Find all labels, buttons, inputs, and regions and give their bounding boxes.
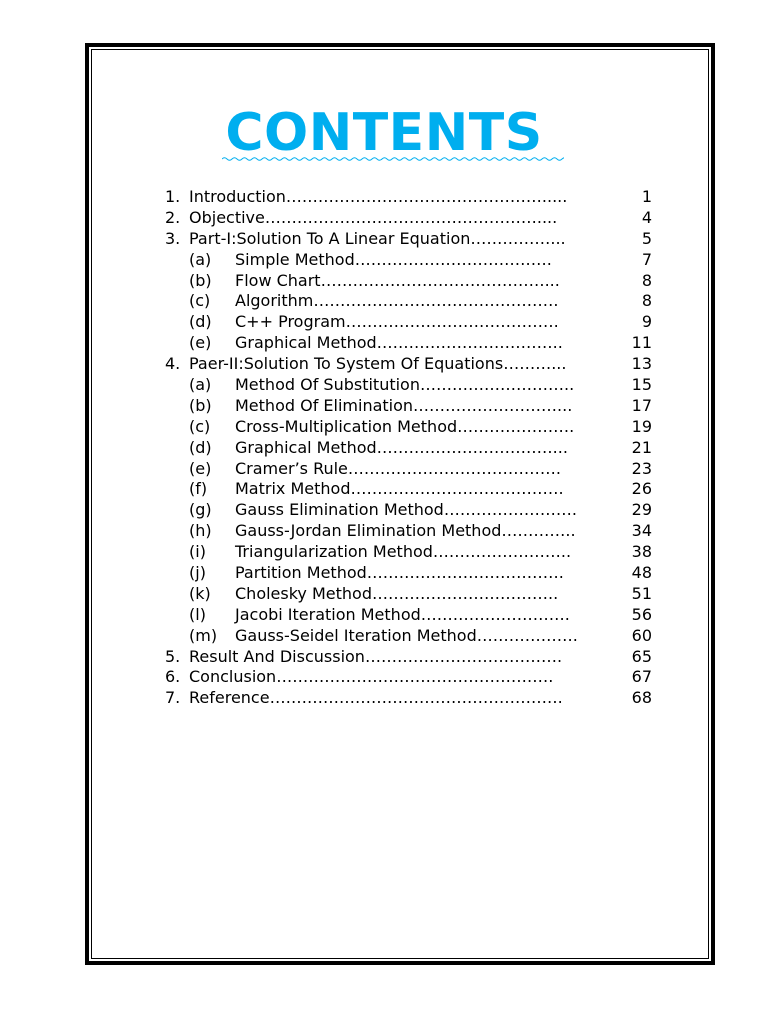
toc-entry-number: 6. (165, 667, 181, 687)
toc-entry-page: 56 (631, 604, 652, 624)
toc-entry-title: Method Of Elimination………………………... (235, 395, 573, 415)
toc-entry-page: 67 (631, 667, 652, 687)
toc-entry-title: Introduction…………………………………………..... (189, 187, 568, 206)
toc-entry-page: 38 (631, 542, 652, 562)
toc-entry-page: 51 (631, 583, 652, 603)
toc-entry-page: 13 (631, 354, 652, 374)
toc-entry-page: 15 (631, 375, 652, 395)
toc-entry-page: 29 (631, 500, 652, 520)
toc-entry-letter: (m) (189, 625, 218, 645)
toc-entry-page: 11 (631, 333, 652, 353)
toc-entry-letter: (l) (189, 604, 206, 624)
toc-entry-number: 4. (165, 354, 181, 374)
toc-entry-page: 65 (631, 646, 652, 666)
toc-entry-title: Algorithm………………………………………. (235, 291, 559, 311)
toc-entry-title: Paer-II:Solution To System Of Equations………... (189, 354, 567, 374)
toc-entry-letter: (k) (189, 583, 211, 603)
toc-entry-title: Simple Method………………………………. (235, 249, 552, 269)
toc-subentry-cpp-program[interactable] (0, 312, 768, 333)
toc-entry-letter: (c) (189, 416, 211, 436)
toc-entry-page: 68 (631, 688, 652, 708)
toc-subentry-cholesky[interactable] (0, 584, 768, 605)
toc-subentry-gauss-jordan[interactable] (0, 521, 768, 542)
toc-entry-page: 21 (631, 437, 652, 457)
toc-entry-letter: (g) (189, 500, 212, 520)
contents-heading: CONTENTS (225, 103, 543, 163)
toc-entry-page: 1 (641, 187, 652, 206)
toc-entry-page: 17 (631, 395, 652, 415)
toc-entry-title: Conclusion……………………………………………. (189, 667, 554, 687)
toc-entry-title: Gauss Elimination Method……………………. (235, 500, 577, 520)
toc-entry-letter: (h) (189, 521, 212, 541)
toc-entry-page: 60 (631, 625, 652, 645)
toc-entry-title: Jacobi Iteration Method………………………. (235, 604, 570, 624)
table-of-contents (0, 187, 768, 709)
toc-entry-title: Flow Chart……………………………………... (235, 270, 560, 290)
toc-entry-title: Result And Discussion………………………………. (189, 646, 563, 666)
toc-entry-page: 34 (631, 521, 652, 541)
toc-entry-conclusion[interactable] (0, 667, 768, 688)
toc-entry-part-2[interactable] (0, 354, 768, 375)
toc-entry-title: Matrix Method…………………………………. (235, 479, 564, 499)
toc-entry-result[interactable] (0, 647, 768, 668)
toc-entry-page: 48 (631, 563, 652, 583)
toc-entry-letter: (d) (189, 437, 212, 457)
toc-subentry-cross-multiplication[interactable] (0, 417, 768, 438)
toc-subentry-matrix-method[interactable] (0, 479, 768, 500)
toc-entry-letter: (e) (189, 458, 212, 478)
toc-entry-letter: (b) (189, 395, 212, 415)
toc-entry-objective[interactable] (0, 208, 768, 229)
toc-entry-page: 4 (641, 207, 652, 227)
toc-entry-page: 8 (641, 291, 652, 311)
toc-entry-page: 9 (641, 312, 652, 332)
toc-entry-title: C++ Program…………………………………. (235, 312, 559, 332)
toc-entry-title: Cross-Multiplication Method…………………. (235, 416, 575, 436)
toc-subentry-elimination[interactable] (0, 396, 768, 417)
toc-entry-number: 2. (165, 207, 181, 227)
toc-entry-title: Partition Method………………………………. (235, 563, 564, 583)
toc-subentry-algorithm[interactable] (0, 291, 768, 312)
toc-entry-title: Graphical Method…………………………….. (235, 333, 563, 353)
toc-entry-letter: (c) (189, 291, 211, 311)
toc-entry-letter: (a) (189, 249, 212, 269)
toc-entry-page: 7 (641, 249, 652, 269)
toc-entry-title: Gauss-Jordan Elimination Method………….. (235, 521, 576, 541)
toc-subentry-gauss-seidel[interactable] (0, 626, 768, 647)
toc-subentry-flow-chart[interactable] (0, 271, 768, 292)
toc-entry-letter: (d) (189, 312, 212, 332)
toc-entry-page: 8 (641, 270, 652, 290)
toc-entry-part-1[interactable] (0, 229, 768, 250)
toc-entry-introduction[interactable] (0, 187, 768, 208)
toc-entry-letter: (j) (189, 563, 206, 583)
toc-subentry-cramers-rule[interactable] (0, 459, 768, 480)
toc-entry-letter: (e) (189, 333, 212, 353)
toc-entry-title: Graphical Method……………………………... (235, 437, 568, 457)
toc-entry-reference[interactable] (0, 688, 768, 709)
toc-entry-page: 19 (631, 416, 652, 436)
toc-entry-letter: (i) (189, 542, 206, 562)
toc-entry-letter: (f) (189, 479, 208, 499)
toc-entry-title: Cramer’s Rule…………………………………. (235, 458, 561, 478)
toc-entry-letter: (a) (189, 375, 212, 395)
toc-subentry-simple-method[interactable] (0, 250, 768, 271)
toc-entry-letter: (b) (189, 270, 212, 290)
toc-subentry-substitution[interactable] (0, 375, 768, 396)
toc-entry-number: 3. (165, 228, 181, 248)
toc-entry-page: 5 (641, 228, 652, 248)
toc-entry-title: Gauss-Seidel Iteration Method………………. (235, 625, 578, 645)
toc-entry-title: Reference………………………………………………. (189, 688, 563, 708)
toc-entry-number: 5. (165, 646, 181, 666)
toc-entry-title: Part-I:Solution To A Linear Equation……………... (189, 228, 566, 248)
toc-entry-title: Cholesky Method…………………………….. (235, 583, 559, 603)
toc-entry-title: Method Of Substitution……………………….. (235, 375, 575, 395)
toc-subentry-graphical-method-2[interactable] (0, 438, 768, 459)
toc-entry-title: Objective…………………………………………….... (189, 207, 558, 227)
toc-subentry-jacobi[interactable] (0, 605, 768, 626)
toc-entry-page: 23 (631, 458, 652, 478)
toc-entry-page: 26 (631, 479, 652, 499)
toc-subentry-graphical-method[interactable] (0, 333, 768, 354)
toc-subentry-triangularization[interactable] (0, 542, 768, 563)
toc-entry-number: 7. (165, 688, 181, 708)
toc-subentry-gauss-elimination[interactable] (0, 500, 768, 521)
wavy-underline (222, 154, 564, 164)
toc-entry-number: 1. (165, 187, 181, 206)
toc-entry-title: Triangularization Method…………………….. (235, 542, 572, 562)
toc-subentry-partition[interactable] (0, 563, 768, 584)
